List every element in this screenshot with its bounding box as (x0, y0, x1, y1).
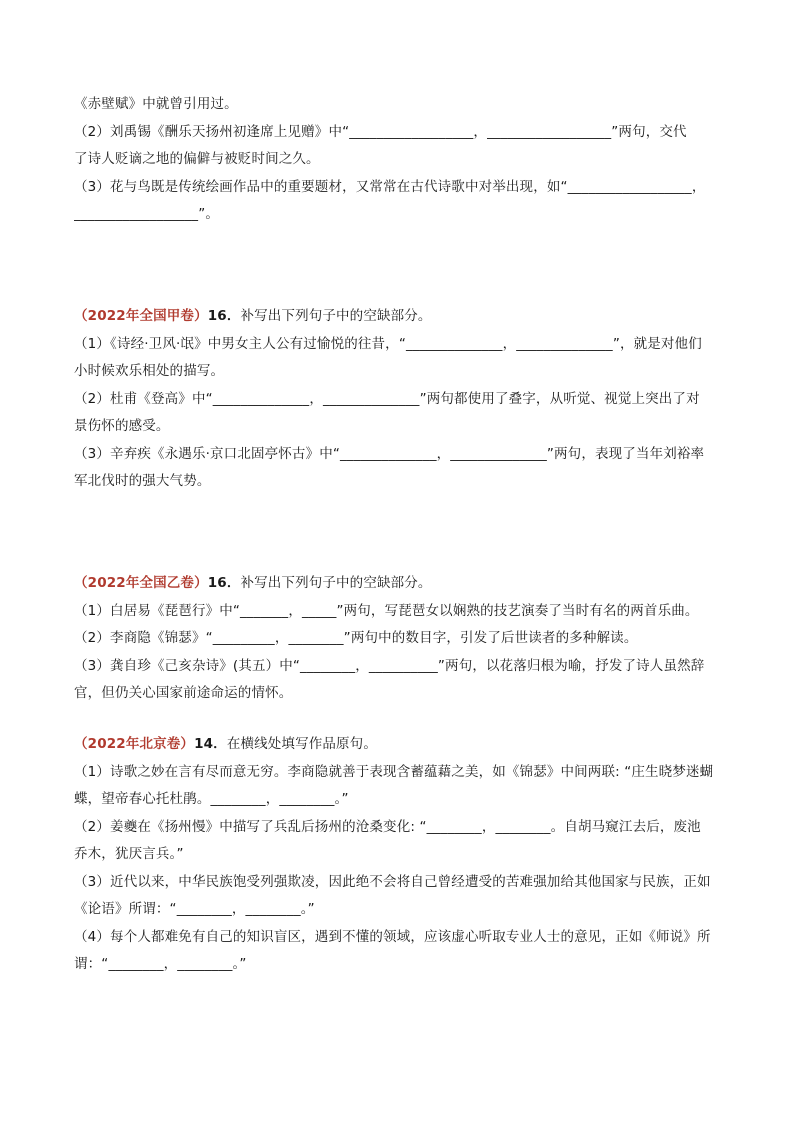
question-number: 14． (194, 736, 227, 752)
exam-source-label: （2022年全国甲卷） (74, 308, 208, 324)
text-line (74, 358, 724, 386)
question-block-2 (74, 303, 724, 496)
text-line (74, 896, 724, 924)
line-text: （3）花与鸟既是传统绘画作品中的重要题材，又常常在古代诗歌中对举出现，如“__________________， (74, 178, 706, 195)
question-number: 16． (207, 575, 241, 591)
line-text: （4）每个人都难免有自己的知识盲区，遇到不懂的领域，应该虚心听取专业人士的意见，正如《师说》所 (74, 928, 711, 945)
text-line (74, 468, 724, 496)
line-text: （2）刘禹锡《酬乐天扬州初逢席上见赠》中“__________________，__________________”两句，交代 (74, 123, 687, 140)
line-text: （1）白居易《琵琶行》中“_______，_____”两句，写琵琶女以娴熟的技艺演奏了当时有名的两首乐曲。 (74, 602, 699, 619)
exam-source-label: （2022年北京卷） (74, 736, 195, 752)
text-line (74, 841, 724, 869)
text-line (74, 786, 724, 814)
line-text: 景伤怀的感受。 (74, 418, 170, 434)
text-line (74, 625, 724, 653)
text-line (74, 680, 724, 708)
text-line (74, 924, 724, 952)
line-text: （2）李商隐《锦瑟》“_________，________”两句中的数目字，引发了后世读者的多种解读。 (74, 630, 638, 646)
line-text: 军北伐时的强大气势。 (74, 473, 211, 489)
line-text: （3）近代以来，中华民族饱受列强欺凌，因此绝不会将自己曾经遭受的苦难强加给其他国家与民族，正如 (74, 873, 711, 890)
line-text: 蝶，望帝春心托杜鹃。________，________。” (74, 791, 349, 807)
line-text: （3）辛弃疾《永遇乐·京口北固亭怀古》中“______________，______________”两句，表现了当年刘裕率 (74, 445, 705, 462)
text-line (74, 413, 724, 441)
line-text: 官，但仍关心国家前途命运的情怀。 (74, 685, 293, 701)
text-line (74, 146, 724, 174)
question-number: 16． (207, 308, 241, 324)
question-block-4 (74, 731, 724, 979)
text-line (74, 201, 724, 229)
text-line (74, 869, 724, 897)
line-text: 《论语》所谓：“________，________。” (74, 901, 315, 917)
line-text: 在横线处填写作品原句。 (226, 736, 377, 752)
question-heading (74, 731, 724, 759)
line-text: （1）诗歌之妙在言有尽而意无穷。李商隐就善于表现含蓄蕴藉之美，如《锦瑟》中间两联: “庄生晓梦迷蝴 (74, 763, 714, 780)
text-line (74, 951, 724, 979)
line-text: （1）《诗经·卫风·氓》中男女主人公有过愉悦的往昔，“______________，______________”，就是对他们 (74, 335, 702, 352)
text-line (74, 174, 724, 202)
line-text: 《赤壁赋》中就曾引用过。 (74, 96, 238, 112)
text-line (74, 119, 724, 147)
text-line (74, 331, 724, 359)
line-text: __________________”。 (74, 206, 219, 222)
text-line (74, 759, 724, 787)
exam-source-label: （2022年全国乙卷） (74, 575, 208, 591)
text-line (74, 441, 724, 469)
line-text: 乔木，犹厌言兵。” (74, 846, 184, 862)
line-text: 补写出下列句子中的空缺部分。 (240, 575, 432, 591)
line-text: （3）龚自珍《己亥杂诗》(其五）中“________，__________”两句，以花落归根为喻，抒发了诗人虽然辞 (74, 657, 705, 674)
text-line (74, 91, 724, 119)
question-block-1 (74, 91, 724, 229)
question-heading (74, 570, 724, 598)
line-text: （2）杜甫《登高》中“______________，______________”两句都使用了叠字，从听觉、视觉上突出了对 (74, 390, 700, 407)
text-line (74, 814, 724, 842)
line-text: （2）姜夔在《扬州慢》中描写了兵乱后扬州的沧桑变化: “________，________。自胡马窥江去后，废池 (74, 818, 701, 835)
line-text: 补写出下列句子中的空缺部分。 (240, 308, 432, 324)
question-heading (74, 303, 724, 331)
text-line (74, 653, 724, 681)
line-text: 了诗人贬谪之地的偏僻与被贬时间之久。 (74, 151, 320, 167)
line-text: 小时候欢乐相处的描写。 (74, 363, 225, 379)
line-text: 谓：“________，________。” (74, 956, 247, 972)
text-line (74, 386, 724, 414)
question-block-3 (74, 570, 724, 708)
text-line (74, 598, 724, 626)
